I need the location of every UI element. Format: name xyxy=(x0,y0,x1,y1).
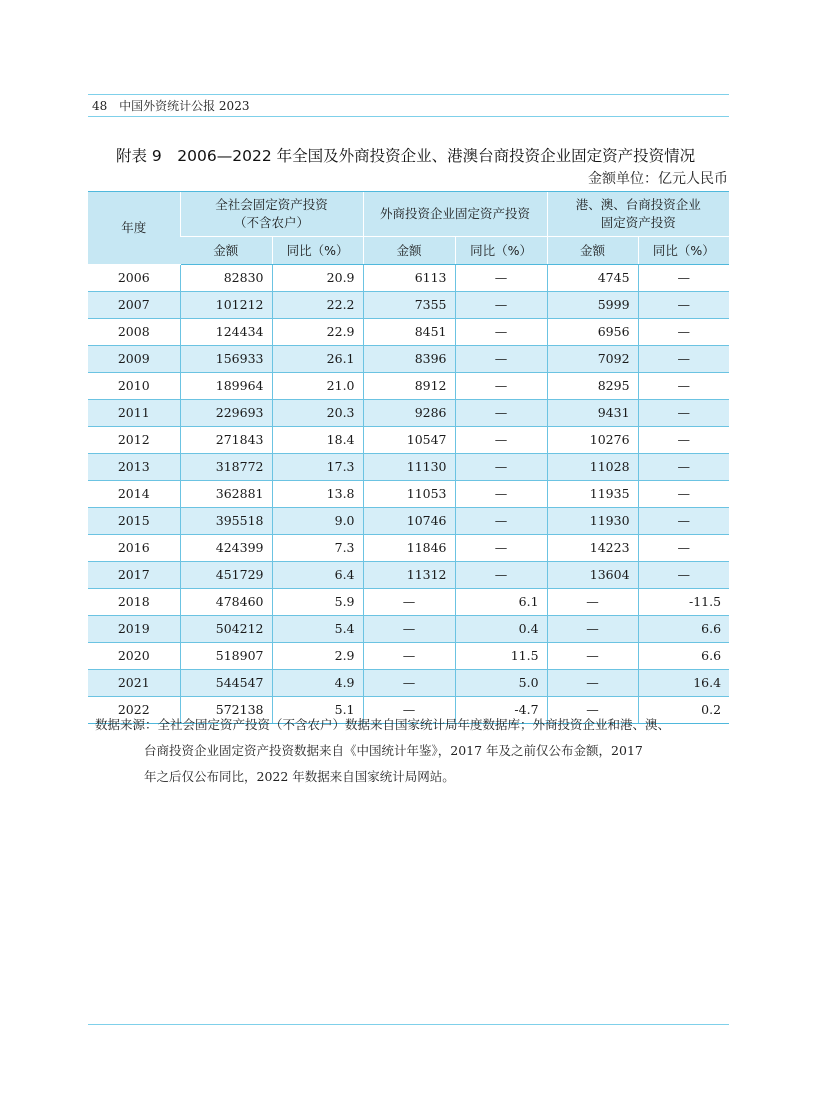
table-row xyxy=(88,616,729,643)
hkmt-yoy-cell: — xyxy=(638,481,729,508)
table-row xyxy=(88,265,729,292)
group-header-line: 全社会固定资产投资 xyxy=(215,197,328,212)
foreign-yoy-cell: 6.1 xyxy=(455,589,547,616)
hkmt-amount-cell: 6956 xyxy=(547,319,638,346)
total-amount-cell: 271843 xyxy=(180,427,272,454)
header-rule-bottom xyxy=(88,116,729,117)
total-yoy-cell: 22.9 xyxy=(272,319,363,346)
hkmt-amount-cell: — xyxy=(547,616,638,643)
total-amount-cell: 478460 xyxy=(180,589,272,616)
source-note xyxy=(95,712,731,790)
hkmt-amount-cell: 9431 xyxy=(547,400,638,427)
unit-label: 金额单位：亿元人民币 xyxy=(588,171,728,187)
hkmt-yoy-cell: — xyxy=(638,319,729,346)
foreign-amount-cell: 9286 xyxy=(363,400,455,427)
year-cell: 2011 xyxy=(88,400,180,427)
hkmt-amount-cell: 11028 xyxy=(547,454,638,481)
group-header-foreign xyxy=(363,192,547,237)
table-row xyxy=(88,589,729,616)
foreign-amount-cell: 6113 xyxy=(363,265,455,292)
hkmt-amount-cell: 4745 xyxy=(547,265,638,292)
sub-header-amount: 金额 xyxy=(180,237,272,265)
total-amount-cell: 518907 xyxy=(180,643,272,670)
table-row xyxy=(88,508,729,535)
table-row xyxy=(88,373,729,400)
group-header-line: 固定资产投资 xyxy=(600,215,676,230)
foreign-amount-cell: — xyxy=(363,670,455,697)
hkmt-amount-cell: — xyxy=(547,697,638,724)
foreign-yoy-cell: — xyxy=(455,400,547,427)
sub-header-yoy: 同比（%） xyxy=(272,237,363,265)
total-yoy-cell: 5.4 xyxy=(272,616,363,643)
total-yoy-cell: 7.3 xyxy=(272,535,363,562)
total-amount-cell: 189964 xyxy=(180,373,272,400)
total-amount-cell: 451729 xyxy=(180,562,272,589)
foreign-yoy-cell: 11.5 xyxy=(455,643,547,670)
total-amount-cell: 124434 xyxy=(180,319,272,346)
total-amount-cell: 318772 xyxy=(180,454,272,481)
total-yoy-cell: 18.4 xyxy=(272,427,363,454)
total-amount-cell: 544547 xyxy=(180,670,272,697)
note-line: 年之后仅公布同比，2022 年数据来自国家统计局网站。 xyxy=(144,769,455,784)
foreign-amount-cell: 11312 xyxy=(363,562,455,589)
year-cell: 2010 xyxy=(88,373,180,400)
foreign-yoy-cell: — xyxy=(455,373,547,400)
hkmt-amount-cell: 10276 xyxy=(547,427,638,454)
hkmt-amount-cell: — xyxy=(547,589,638,616)
year-cell: 2018 xyxy=(88,589,180,616)
sub-header-amount: 金额 xyxy=(363,237,455,265)
hkmt-amount-cell: 13604 xyxy=(547,562,638,589)
total-amount-cell: 504212 xyxy=(180,616,272,643)
foreign-yoy-cell: — xyxy=(455,508,547,535)
hkmt-yoy-cell: — xyxy=(638,427,729,454)
year-cell: 2013 xyxy=(88,454,180,481)
total-yoy-cell: 9.0 xyxy=(272,508,363,535)
total-yoy-cell: 21.0 xyxy=(272,373,363,400)
total-amount-cell: 82830 xyxy=(180,265,272,292)
group-header-line: 港、澳、台商投资企业 xyxy=(575,197,701,212)
page-number: 48 xyxy=(92,99,108,113)
total-yoy-cell: 17.3 xyxy=(272,454,363,481)
foreign-amount-cell: 8451 xyxy=(363,319,455,346)
hkmt-yoy-cell: 0.2 xyxy=(638,697,729,724)
note-line: 数据来源：全社会固定资产投资（不含农户）数据来自国家统计局年度数据库；外商投资企业和港、澳、 xyxy=(95,717,671,732)
foreign-yoy-cell: — xyxy=(455,535,547,562)
foreign-yoy-cell: — xyxy=(455,427,547,454)
hkmt-yoy-cell: — xyxy=(638,400,729,427)
year-cell: 2019 xyxy=(88,616,180,643)
year-cell: 2006 xyxy=(88,265,180,292)
foreign-yoy-cell: — xyxy=(455,481,547,508)
table-row xyxy=(88,535,729,562)
group-header-line: 外商投资企业固定资产投资 xyxy=(380,206,531,221)
foreign-amount-cell: — xyxy=(363,616,455,643)
total-amount-cell: 572138 xyxy=(180,697,272,724)
hkmt-yoy-cell: — xyxy=(638,265,729,292)
table-row xyxy=(88,562,729,589)
foreign-amount-cell: 11130 xyxy=(363,454,455,481)
table-row xyxy=(88,670,729,697)
sub-header-amount: 金额 xyxy=(547,237,638,265)
investment-table xyxy=(88,191,729,724)
total-yoy-cell: 26.1 xyxy=(272,346,363,373)
foreign-yoy-cell: 5.0 xyxy=(455,670,547,697)
table-title: 附表 9 2006—2022 年全国及外商投资企业、港澳台商投资企业固定资产投资情况 xyxy=(116,147,696,165)
hkmt-yoy-cell: — xyxy=(638,373,729,400)
foreign-amount-cell: — xyxy=(363,697,455,724)
publication-title: 中国外资统计公报 2023 xyxy=(119,99,250,113)
hkmt-yoy-cell: 16.4 xyxy=(638,670,729,697)
year-cell: 2009 xyxy=(88,346,180,373)
table-body xyxy=(88,265,729,724)
year-cell: 2022 xyxy=(88,697,180,724)
foreign-yoy-cell: — xyxy=(455,265,547,292)
foreign-yoy-cell: — xyxy=(455,292,547,319)
hkmt-yoy-cell: — xyxy=(638,562,729,589)
year-cell: 2015 xyxy=(88,508,180,535)
table-row xyxy=(88,427,729,454)
year-header: 年度 xyxy=(88,192,180,265)
header-rule-top xyxy=(88,94,729,95)
foreign-amount-cell: 7355 xyxy=(363,292,455,319)
hkmt-amount-cell: 11930 xyxy=(547,508,638,535)
note-line: 台商投资企业固定资产投资数据来自《中国统计年鉴》，2017 年及之前仅公布金额，2017 xyxy=(144,743,643,758)
total-yoy-cell: 5.9 xyxy=(272,589,363,616)
foreign-amount-cell: 8396 xyxy=(363,346,455,373)
year-cell: 2012 xyxy=(88,427,180,454)
hkmt-yoy-cell: 6.6 xyxy=(638,616,729,643)
table-row xyxy=(88,454,729,481)
year-cell: 2017 xyxy=(88,562,180,589)
table-row xyxy=(88,346,729,373)
total-amount-cell: 362881 xyxy=(180,481,272,508)
foreign-amount-cell: 8912 xyxy=(363,373,455,400)
year-cell: 2020 xyxy=(88,643,180,670)
foreign-yoy-cell: — xyxy=(455,346,547,373)
year-cell: 2016 xyxy=(88,535,180,562)
foreign-amount-cell: 10547 xyxy=(363,427,455,454)
total-amount-cell: 229693 xyxy=(180,400,272,427)
foreign-yoy-cell: — xyxy=(455,454,547,481)
group-header-line: （不含农户） xyxy=(234,215,310,230)
hkmt-amount-cell: — xyxy=(547,670,638,697)
footer-rule xyxy=(88,1024,729,1025)
sub-header-yoy: 同比（%） xyxy=(455,237,547,265)
group-header-total xyxy=(180,192,363,237)
total-amount-cell: 101212 xyxy=(180,292,272,319)
foreign-amount-cell: 11053 xyxy=(363,481,455,508)
hkmt-yoy-cell: — xyxy=(638,454,729,481)
total-yoy-cell: 20.9 xyxy=(272,265,363,292)
total-amount-cell: 156933 xyxy=(180,346,272,373)
total-yoy-cell: 2.9 xyxy=(272,643,363,670)
hkmt-yoy-cell: — xyxy=(638,292,729,319)
sub-header-yoy: 同比（%） xyxy=(638,237,729,265)
foreign-amount-cell: — xyxy=(363,589,455,616)
hkmt-amount-cell: 11935 xyxy=(547,481,638,508)
hkmt-yoy-cell: — xyxy=(638,508,729,535)
hkmt-amount-cell: 5999 xyxy=(547,292,638,319)
total-yoy-cell: 6.4 xyxy=(272,562,363,589)
hkmt-yoy-cell: — xyxy=(638,346,729,373)
hkmt-amount-cell: 8295 xyxy=(547,373,638,400)
foreign-amount-cell: — xyxy=(363,643,455,670)
year-cell: 2014 xyxy=(88,481,180,508)
foreign-amount-cell: 11846 xyxy=(363,535,455,562)
foreign-yoy-cell: — xyxy=(455,562,547,589)
year-cell: 2021 xyxy=(88,670,180,697)
total-amount-cell: 395518 xyxy=(180,508,272,535)
year-cell: 2007 xyxy=(88,292,180,319)
table-header xyxy=(88,192,729,265)
year-cell: 2008 xyxy=(88,319,180,346)
hkmt-yoy-cell: 6.6 xyxy=(638,643,729,670)
running-header xyxy=(92,98,249,114)
table-row xyxy=(88,292,729,319)
hkmt-yoy-cell: — xyxy=(638,535,729,562)
hkmt-amount-cell: 14223 xyxy=(547,535,638,562)
foreign-amount-cell: 10746 xyxy=(363,508,455,535)
total-amount-cell: 424399 xyxy=(180,535,272,562)
total-yoy-cell: 4.9 xyxy=(272,670,363,697)
foreign-yoy-cell: -4.7 xyxy=(455,697,547,724)
table-row xyxy=(88,400,729,427)
total-yoy-cell: 5.1 xyxy=(272,697,363,724)
table-row xyxy=(88,643,729,670)
table-row xyxy=(88,481,729,508)
total-yoy-cell: 22.2 xyxy=(272,292,363,319)
foreign-yoy-cell: 0.4 xyxy=(455,616,547,643)
hkmt-amount-cell: — xyxy=(547,643,638,670)
hkmt-amount-cell: 7092 xyxy=(547,346,638,373)
table-row xyxy=(88,319,729,346)
total-yoy-cell: 13.8 xyxy=(272,481,363,508)
hkmt-yoy-cell: -11.5 xyxy=(638,589,729,616)
foreign-yoy-cell: — xyxy=(455,319,547,346)
group-header-hkmt xyxy=(547,192,729,237)
total-yoy-cell: 20.3 xyxy=(272,400,363,427)
